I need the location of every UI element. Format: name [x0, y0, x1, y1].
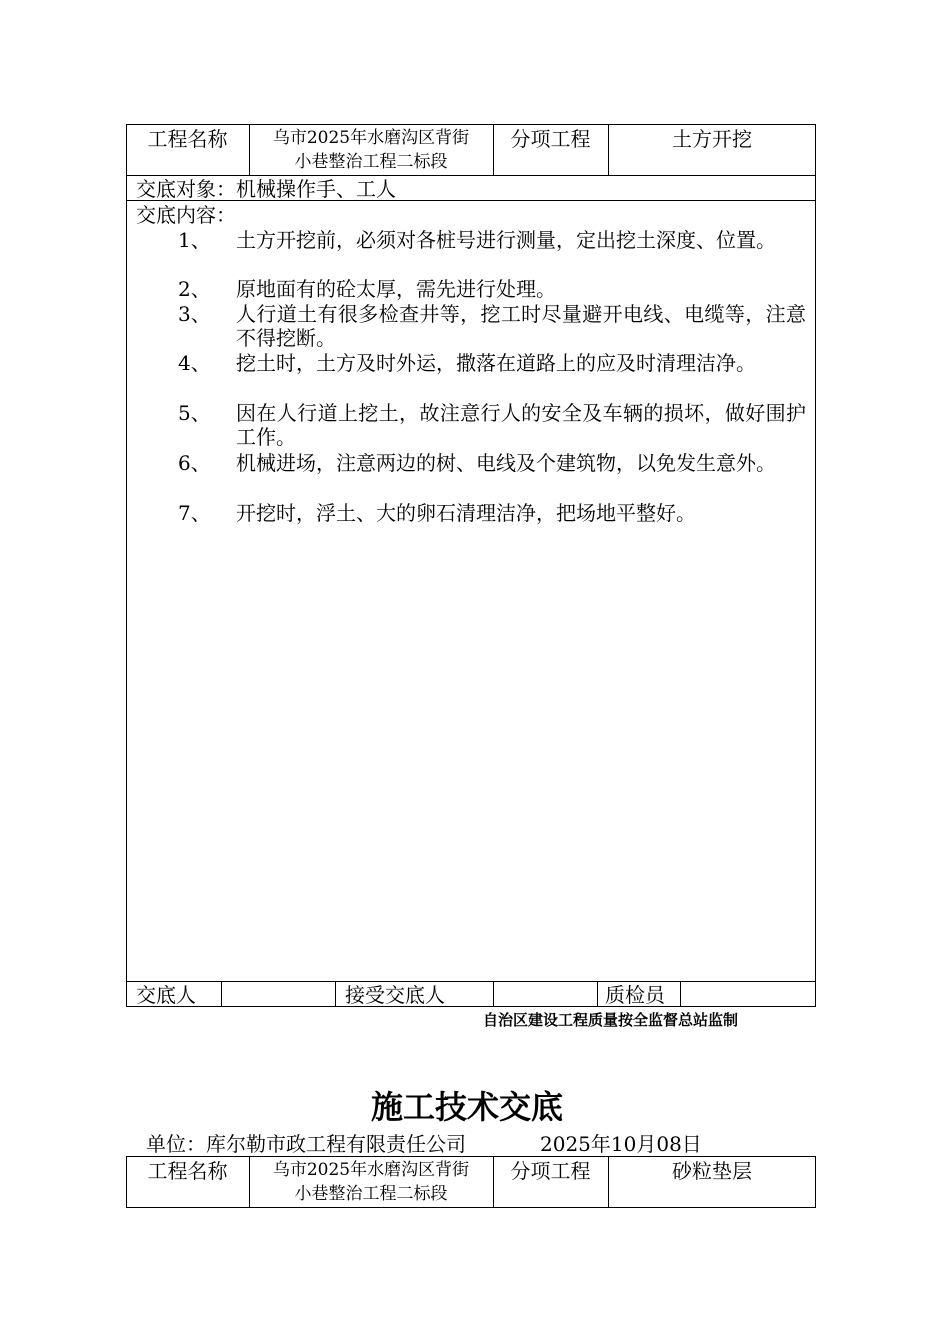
- briefing-content-label: 交底内容：: [136, 203, 236, 227]
- briefing-person-label: 交底人: [136, 983, 196, 1007]
- project-name-line2: 小巷整治工程二标段: [294, 152, 448, 172]
- briefing-target: 交底对象：机械操作手、工人: [136, 177, 396, 201]
- item-text: 因在人行道上挖土，故注意行人的安全及车辆的损坏，做好围护工作。: [236, 401, 806, 449]
- table-divider: [493, 981, 494, 1007]
- sub-project-value: 土方开挖: [672, 127, 752, 151]
- supervision-note: 自治区建设工程质量按全监督总站监制: [483, 1011, 739, 1029]
- item-number: 6、: [178, 451, 211, 475]
- item-text: 机械进场，注意两边的树、电线及个建筑物，以免发生意外。: [236, 451, 776, 475]
- item-text: 人行道土有很多检查井等，挖工时尽量避开电线、电缆等，注意不得挖断。: [236, 302, 806, 350]
- inspector-label: 质检员: [605, 983, 665, 1007]
- date-line: 2025年10月08日: [540, 1132, 702, 1156]
- table-divider: [221, 981, 222, 1007]
- table-divider: [680, 981, 681, 1007]
- project-name-label-2: 工程名称: [147, 1159, 228, 1183]
- table-divider: [126, 981, 816, 982]
- item-number: 4、: [178, 351, 211, 375]
- item-number: 7、: [178, 501, 211, 525]
- sub-project-label: 分项工程: [510, 127, 591, 151]
- item-text: 开挖时，浮土、大的卵石清理洁净，把场地平整好。: [236, 501, 696, 525]
- project-name-label: 工程名称: [147, 127, 228, 151]
- project-name-line2-2: 小巷整治工程二标段: [294, 1184, 448, 1204]
- table-divider: [597, 981, 598, 1007]
- item-text: 原地面有的砼太厚，需先进行处理。: [236, 277, 556, 301]
- item-number: 3、: [178, 302, 211, 326]
- unit-line: 单位：库尔勒市政工程有限责任公司: [146, 1132, 466, 1156]
- item-number: 2、: [178, 277, 211, 301]
- item-number: 1、: [178, 228, 211, 252]
- sub-project-value-2: 砂粒垫层: [672, 1159, 752, 1183]
- table-divider: [335, 981, 336, 1007]
- project-name-line1: 乌市2025年水磨沟区背街: [272, 128, 470, 148]
- receiver-label: 接受交底人: [345, 983, 445, 1007]
- technical-briefing-table: [126, 124, 816, 1007]
- item-number: 5、: [178, 401, 211, 425]
- page-title: 施工技术交底: [371, 1088, 564, 1126]
- sub-project-label-2: 分项工程: [510, 1159, 591, 1183]
- project-name-line1-2: 乌市2025年水磨沟区背街: [272, 1160, 470, 1180]
- item-text: 挖土时，土方及时外运，撒落在道路上的应及时清理洁净。: [236, 351, 756, 375]
- table-divider: [126, 175, 816, 176]
- item-text: 土方开挖前，必须对各桩号进行测量，定出挖土深度、位置。: [236, 228, 776, 252]
